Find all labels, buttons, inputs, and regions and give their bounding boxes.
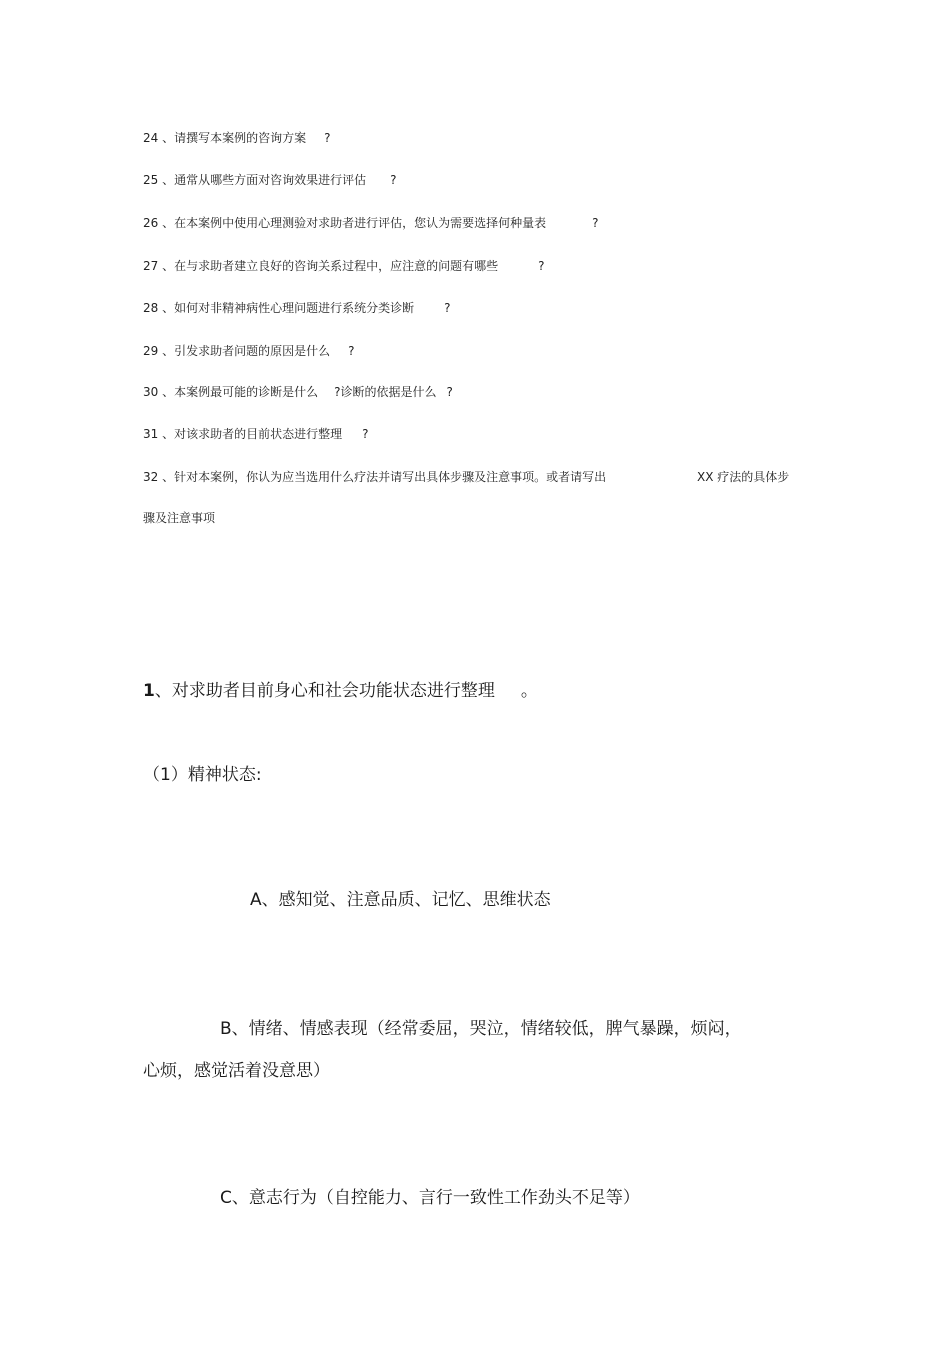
question-32-continuation [143, 511, 215, 525]
section-number: 1 [143, 681, 155, 701]
question-number: 24 [143, 131, 159, 145]
section-1-heading [143, 681, 538, 701]
question-27 [143, 259, 545, 273]
question-mark: ? [538, 259, 545, 273]
question-30 [143, 385, 453, 399]
question-26 [143, 216, 599, 230]
question-mark: ?诊断的依据是什么 [334, 385, 437, 399]
question-mark-2: ? [446, 385, 453, 399]
question-text: 通常从哪些方面对咨询效果进行评估 [174, 173, 367, 187]
question-24 [143, 131, 331, 145]
question-28 [143, 301, 451, 315]
subsection-mental-state: （1）精神状态: [143, 765, 262, 785]
question-separator: 、 [162, 131, 175, 145]
question-29 [143, 344, 355, 358]
question-text-cont: 骤及注意事项 [143, 511, 216, 525]
question-text: 本案例最可能的诊断是什么 [174, 385, 319, 399]
question-text: 引发求助者问题的原因是什么 [174, 344, 331, 358]
question-text: 对该求助者的目前状态进行整理 [174, 427, 343, 441]
section-title: 、对求助者目前身心和社会功能状态进行整理 [154, 681, 495, 701]
question-text: 请撰写本案例的咨询方案 [174, 131, 307, 145]
question-text-tail: XX 疗法的具体步 [697, 470, 790, 484]
question-number: 31 [143, 427, 159, 441]
question-number: 30 [143, 385, 159, 399]
question-mark: ? [390, 173, 397, 187]
question-text: 针对本案例，你认为应当选用什么疗法并请写出具体步骤及注意事项。或者请写出 [174, 470, 607, 484]
question-number: 25 [143, 173, 159, 187]
question-mark: ? [444, 301, 451, 315]
question-separator: 、 [162, 173, 175, 187]
question-number: 27 [143, 259, 159, 273]
item-b-line-1: B、情绪、情感表现（经常委屈，哭泣，情绪较低，脾气暴躁，烦闷， [220, 1019, 742, 1039]
question-32 [143, 470, 606, 484]
question-separator: 、 [162, 427, 175, 441]
item-a: A、感知觉、注意品质、记忆、思维状态 [250, 890, 551, 910]
question-separator: 、 [162, 344, 175, 358]
question-separator: 、 [162, 470, 175, 484]
question-mark: ? [592, 216, 599, 230]
section-end-mark: 。 [520, 681, 538, 701]
question-25 [143, 173, 397, 187]
question-mark: ? [348, 344, 355, 358]
question-separator: 、 [162, 301, 175, 315]
question-separator: 、 [162, 216, 175, 230]
question-31 [143, 427, 369, 441]
question-mark: ? [362, 427, 369, 441]
question-separator: 、 [162, 385, 175, 399]
question-number: 26 [143, 216, 159, 230]
question-number: 29 [143, 344, 159, 358]
question-text: 在本案例中使用心理测验对求助者进行评估，您认为需要选择何种量表 [174, 216, 547, 230]
item-c: C、意志行为（自控能力、言行一致性工作劲头不足等） [220, 1188, 640, 1208]
question-separator: 、 [162, 259, 175, 273]
question-text: 在与求助者建立良好的咨询关系过程中，应注意的问题有哪些 [174, 259, 499, 273]
question-32-tail [697, 470, 789, 484]
question-mark: ? [324, 131, 331, 145]
question-text: 如何对非精神病性心理问题进行系统分类诊断 [174, 301, 415, 315]
question-number: 32 [143, 470, 159, 484]
item-b-line-2: 心烦，感觉活着没意思） [143, 1061, 330, 1081]
question-number: 28 [143, 301, 159, 315]
